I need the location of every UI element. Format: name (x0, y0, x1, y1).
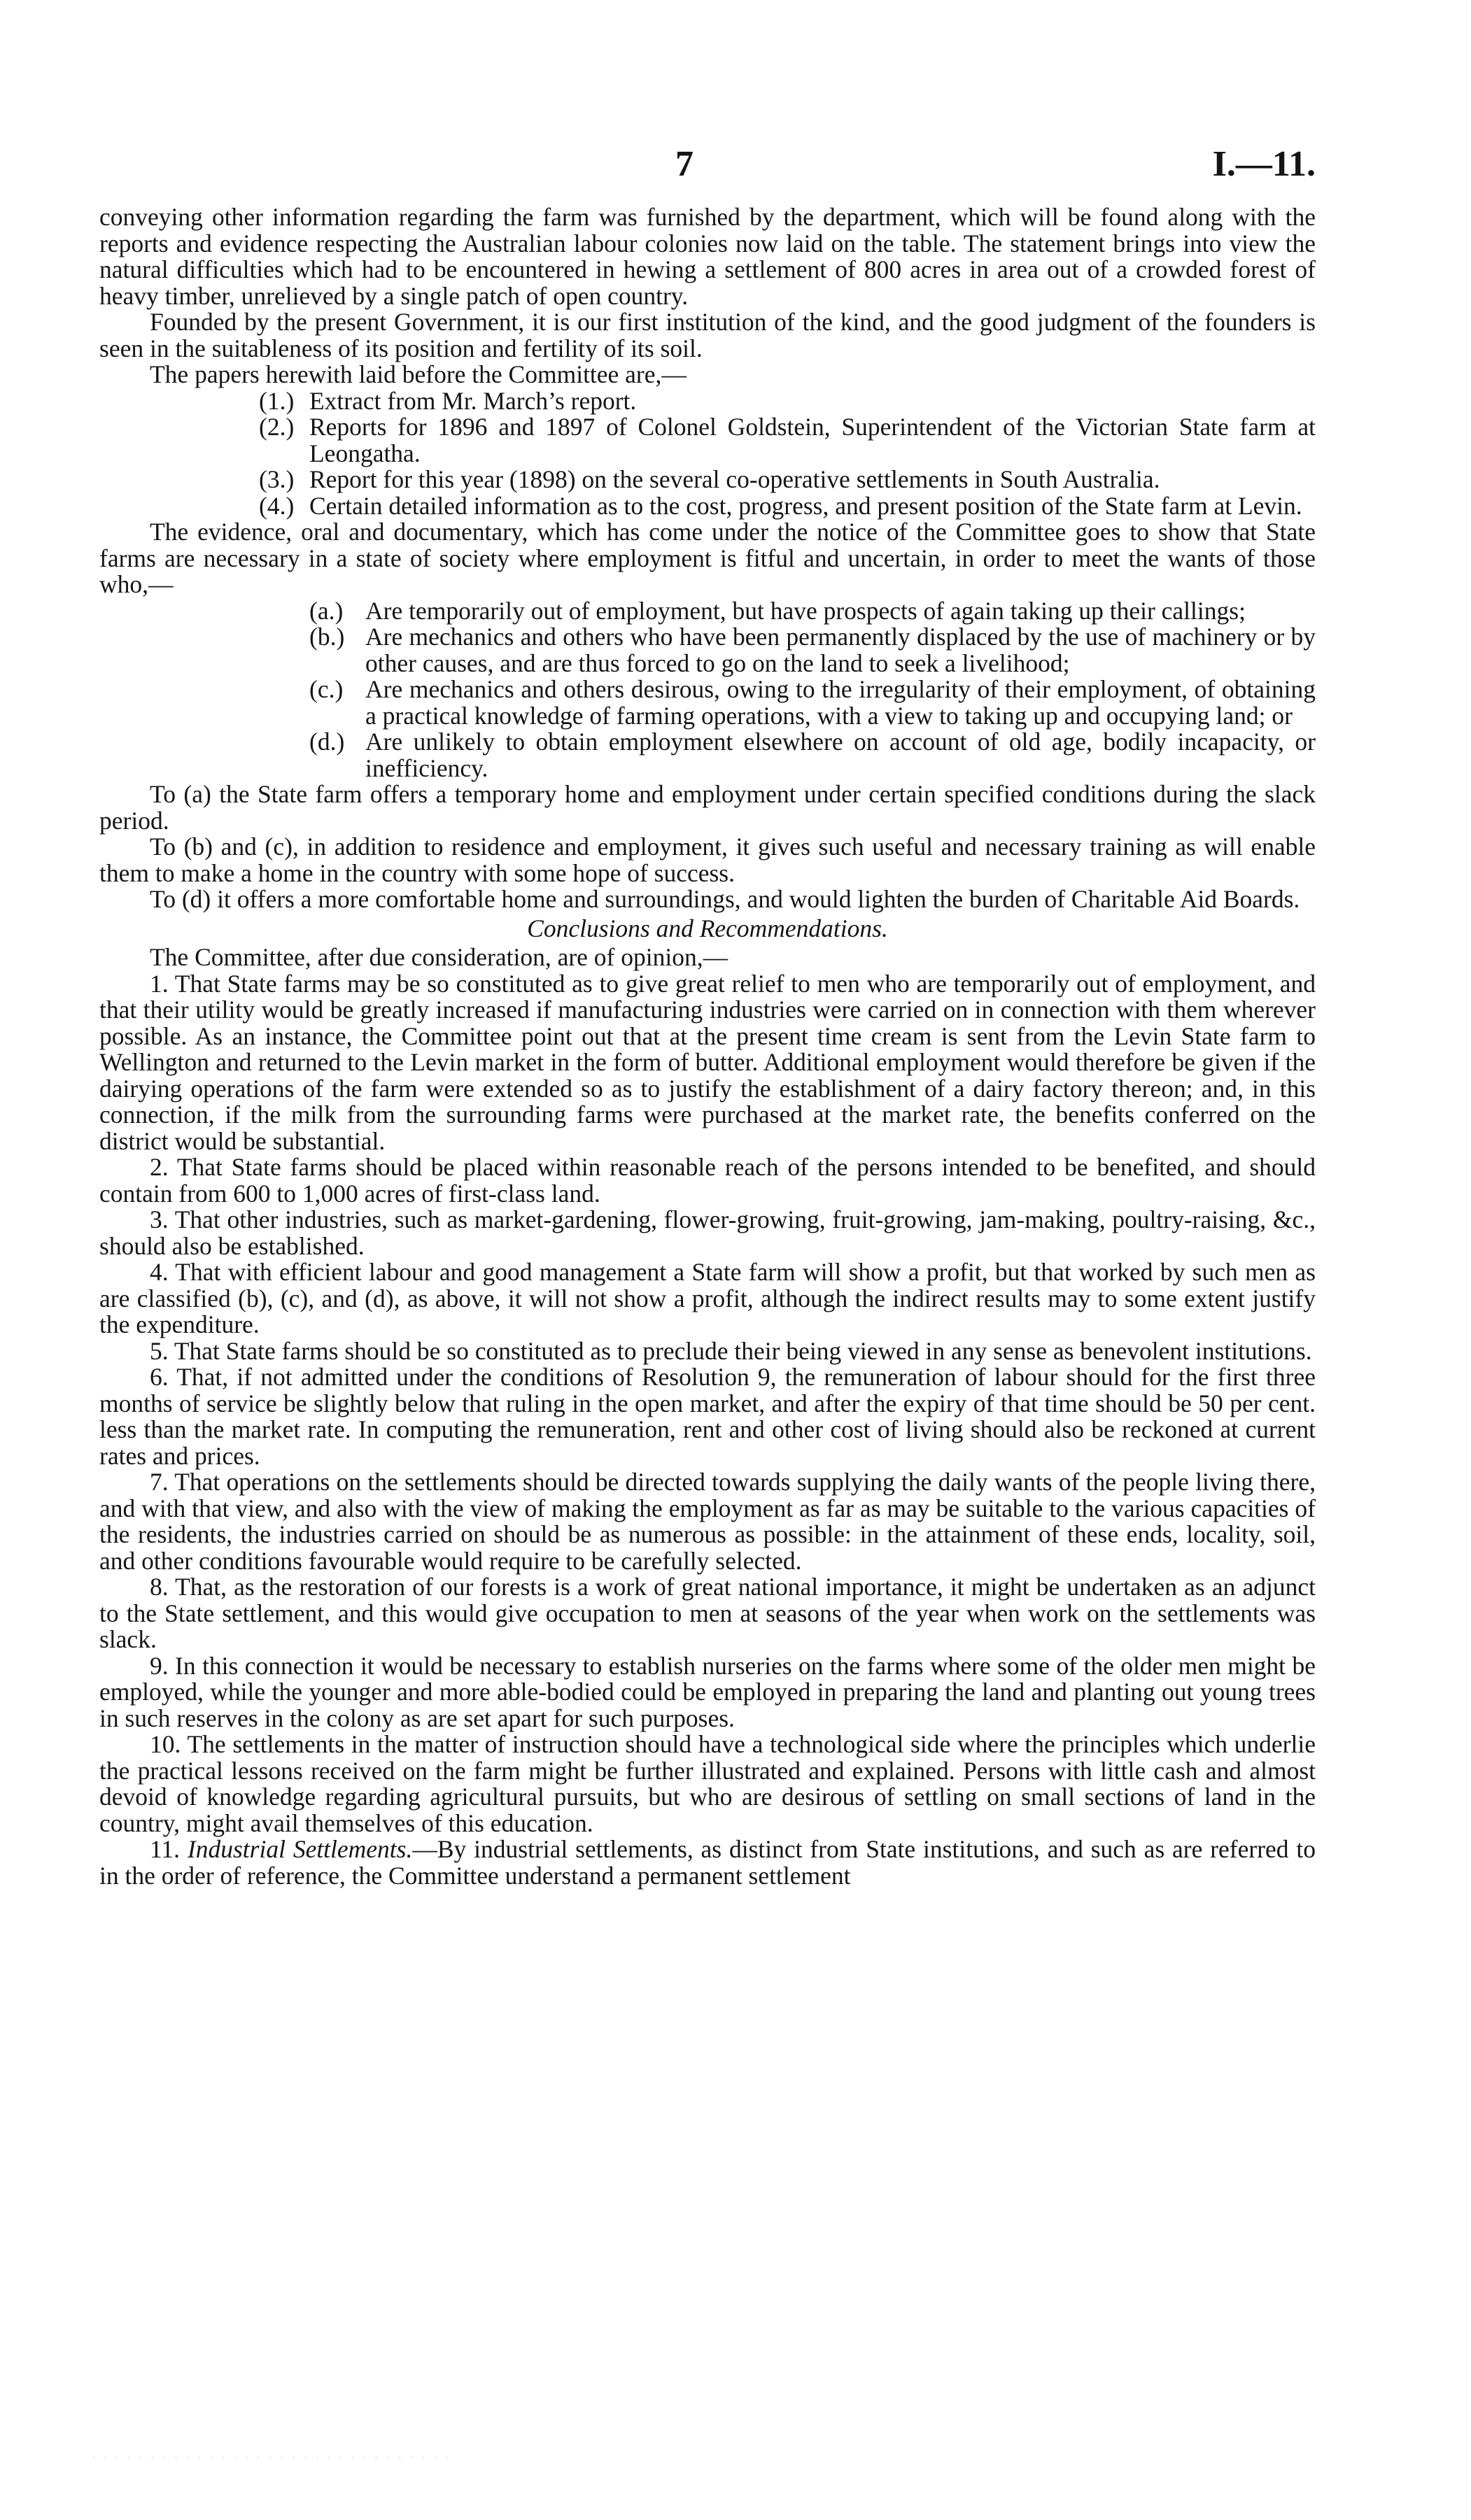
founded-paragraph: Founded by the present Government, it is our first institution of the kind, and the good judgment of the founders is seen in the suitableness of its position and fertility of its soil. (99, 308, 1316, 362)
list-item-text: Are temporarily out of employment, but have prospects of again taking up their callings; (365, 596, 1246, 625)
intro-paragraph: conveying other information regarding the farm was furnished by the department, which will be found along with the reports and evidence respecting the Australian labour colonies now laid on the table. The statement brings into view the natural difficulties which had to be encountered in hewing a settlement of 800 acres in area out of a crowded forest of heavy timber, unrelieved by a single patch of open country. (99, 203, 1316, 310)
recommendation-paragraph: 9. In this connection it would be necessary to establish nurseries on the farms where some of the older men might be employed, while the younger and more able-bodied could be employed in preparing the land and planting out young trees in such reserves in the colony as are set apart for such purposes. (99, 1651, 1316, 1732)
recommendation-paragraph: 3. That other industries, such as market-gardening, flower-growing, fruit-growing, jam-making, poultry-raising, &c., should also be established. (99, 1205, 1316, 1260)
recommendation-paragraph: 7. That operations on the settlements should be directed towards supplying the daily wants of the people living there, and with that view, and also with the view of making the employment as far as may be suitable to the various capacities of the residents, the industries carried on should be as numerous as possible: in the attainment of these ends, locality, soil, and other conditions favourable would require to be carefully selected. (99, 1468, 1316, 1575)
document-reference: I.—11. (1212, 144, 1316, 184)
industrial-settlements-paragraph (99, 1836, 1316, 1889)
recommendation-paragraph: 2. That State farms should be placed within reasonable reach of the persons intended to be benefited, and should contain from 600 to 1,000 acres of first-class land. (99, 1153, 1316, 1208)
list-item-text: Are mechanics and others who have been permanently displaced by the use of machinery or by other causes, and are thus forced to go on the land to seek a livelihood; (365, 623, 1316, 677)
list-item-text: Reports for 1896 and 1897 of Colonel Goldstein, Superintendent of the Victorian State farm at Leongatha. (309, 413, 1316, 467)
list-marker: (4.) (259, 491, 295, 520)
list-item (309, 675, 1316, 730)
list-item (259, 386, 1316, 415)
list-item (259, 465, 1316, 493)
page-header (0, 143, 1471, 192)
evidence-paragraph: The evidence, oral and documentary, which has come under the notice of the Committee goes to show that State farms are necessary in a state of society where employment is fitful and uncertain, in order to meet the wants of those who,— (99, 518, 1316, 598)
list-marker: (c.) (309, 675, 344, 703)
papers-intro: The papers herewith laid before the Committee are,— (150, 360, 687, 388)
item-number: 11. (150, 1835, 181, 1863)
list-marker: (a.) (309, 596, 344, 625)
papers-list (99, 388, 1316, 520)
bleed-through-noise: · · · · · · · · · · · · · · · · · · · · · · · · · · · · · · · (91, 2449, 451, 2466)
recommendation-paragraph: 5. That State farms should be so constituted as to preclude their being viewed in any sense as benevolent institutions. (150, 1336, 1312, 1365)
item-text: —By industrial settlements, as distinct from State institutions, and such as are referred to in the order of reference, the Committee understand a permanent settlement (99, 1835, 1316, 1890)
opinion-intro: The Committee, after due consideration, are of opinion,— (150, 943, 729, 971)
offer-a-paragraph: To (a) the State farm offers a temporary home and employment under certain specified conditions during the slack period. (99, 780, 1316, 835)
list-marker: (1.) (259, 386, 295, 415)
recommendation-paragraph: 1. That State farms may be so constituted as to give great relief to men who are temporarily out of employment, and that their utility would be greatly increased if manufacturing industries were carried on in connection with them wherever possible. As an instance, the Committee point out that at the present time cream is sent from the Levin State farm to Wellington and returned to the Levin market in the form of butter. Additional employment would therefore be given if the dairying operations of the farm were extended so as to justify the establishment of a dairy factory thereon; and, in this connection, if the milk from the surrounding farms were purchased at the market rate, the benefits conferred on the district would be substantial. (99, 969, 1316, 1155)
list-marker: (3.) (259, 465, 295, 493)
page-number: 7 (675, 144, 694, 184)
list-item-text: Are unlikely to obtain employment elsewhere on account of old age, bodily incapacity, or inefficiency. (365, 728, 1316, 782)
recommendation-paragraph: 8. That, as the restoration of our forests is a work of great national importance, it might be undertaken as an adjunct to the State settlement, and this would give occupation to men at seasons of the year when work on the settlements was slack. (99, 1573, 1316, 1653)
list-item-text: Are mechanics and others desirous, owing to the irregularity of their employment, of obtaining a practical knowledge of farming operations, with a view to taking up and occupying land; or (365, 675, 1316, 730)
offer-d-paragraph: To (d) it offers a more comfortable home and surroundings, and would lighten the burden of Charitable Aid Boards. (150, 885, 1300, 913)
item-title: Industrial Settlements. (187, 1835, 413, 1863)
list-item-text: Extract from Mr. March’s report. (309, 386, 637, 415)
offer-bc-paragraph: To (b) and (c), in addition to residence and employment, it gives such useful and necessary training as will enable them to make a home in the country with some hope of success. (99, 833, 1316, 887)
list-marker: (d.) (309, 728, 345, 756)
list-marker: (b.) (309, 623, 345, 651)
recommendation-paragraph: 10. The settlements in the matter of instruction should have a technological side where the principles which underlie the practical lessons received on the farm might be further illustrated and explained. Persons with little cash and almost devoid of knowledge regarding agricultural pursuits, but who are desirous of settling on small sections of land in the country, might avail themselves of this education. (99, 1730, 1316, 1837)
list-item (309, 623, 1316, 677)
list-marker: (2.) (259, 413, 295, 441)
classes-list (99, 598, 1316, 782)
list-item-text: Report for this year (1898) on the several co-operative settlements in South Australia. (309, 465, 1160, 493)
list-item (309, 596, 1316, 625)
list-item (309, 728, 1316, 782)
section-heading: Conclusions and Recommendations. (527, 914, 888, 942)
list-item (259, 491, 1316, 520)
document-body (99, 204, 1316, 1889)
list-item (259, 413, 1316, 467)
recommendation-paragraph: 4. That with efficient labour and good management a State farm will show a profit, but that worked by such men as are classified (b), (c), and (d), as above, it will not show a profit, although the indirect results may to some extent justify the expenditure. (99, 1258, 1316, 1338)
recommendation-paragraph: 6. That, if not admitted under the conditions of Resolution 9, the remuneration of labour should for the first three months of service be slightly below that ruling in the open market, and after the expiry of that time should be 50 per cent. less than the market rate. In computing the remuneration, rent and other cost of living should also be reckoned at current rates and prices. (99, 1363, 1316, 1470)
list-item-text: Certain detailed information as to the cost, progress, and present position of the State farm at Levin. (309, 491, 1302, 520)
